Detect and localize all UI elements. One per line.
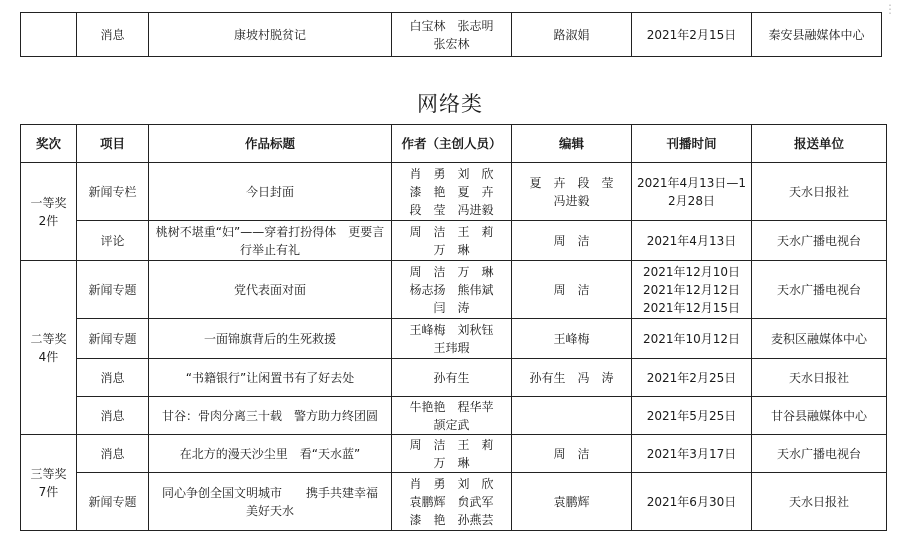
authors-cell: 肖 勇 刘 欣 袁鹏辉 贠武军 漆 艳 孙燕芸 bbox=[392, 473, 512, 531]
title-cell: 今日封面 bbox=[149, 163, 392, 221]
unit-cell: 天水广播电视台 bbox=[752, 435, 887, 473]
table-row bbox=[21, 397, 887, 435]
header-row bbox=[21, 125, 887, 163]
authors-cell: 周 洁 万 琳 杨志扬 熊伟斌 闫 涛 bbox=[392, 261, 512, 319]
authors-cell: 周 洁 王 莉 万 琳 bbox=[392, 435, 512, 473]
authors-cell: 肖 勇 刘 欣 漆 艳 夏 卉 段 莹 冯进毅 bbox=[392, 163, 512, 221]
table-row bbox=[21, 359, 887, 397]
title-cell: “书籍银行”让闲置书有了好去处 bbox=[149, 359, 392, 397]
header-editors: 编辑 bbox=[512, 125, 632, 163]
header-award: 奖次 bbox=[21, 125, 77, 163]
unit-cell: 天水广播电视台 bbox=[752, 221, 887, 261]
date-cell: 2021年2月15日 bbox=[632, 13, 752, 57]
title-cell: 甘谷：骨肉分离三十载 警方助力终团圆 bbox=[149, 397, 392, 435]
title-cell: 党代表面对面 bbox=[149, 261, 392, 319]
title-cell: 在北方的漫天沙尘里 看“天水蓝” bbox=[149, 435, 392, 473]
unit-cell: 麦积区融媒体中心 bbox=[752, 319, 887, 359]
title-cell: 康坡村脱贫记 bbox=[149, 13, 392, 57]
award-cell bbox=[21, 13, 77, 57]
unit-cell: 天水日报社 bbox=[752, 163, 887, 221]
editors-cell: 路淑娟 bbox=[512, 13, 632, 57]
item-cell: 消息 bbox=[77, 435, 149, 473]
item-cell: 消息 bbox=[77, 397, 149, 435]
item-cell: 新闻专题 bbox=[77, 473, 149, 531]
unit-cell: 甘谷县融媒体中心 bbox=[752, 397, 887, 435]
title-cell: 同心争创全国文明城市 携手共建幸福 美好天水 bbox=[149, 473, 392, 531]
date-cell: 2021年3月17日 bbox=[632, 435, 752, 473]
date-cell: 2021年4月13日—1 2月28日 bbox=[632, 163, 752, 221]
item-cell: 新闻专题 bbox=[77, 319, 149, 359]
title-cell: 一面锦旗背后的生死救援 bbox=[149, 319, 392, 359]
editors-cell: 袁鹏辉 bbox=[512, 473, 632, 531]
editors-cell: 周 洁 bbox=[512, 221, 632, 261]
award-cell: 三等奖 7件 bbox=[21, 435, 77, 531]
table-row bbox=[21, 261, 887, 319]
unit-cell: 天水日报社 bbox=[752, 473, 887, 531]
date-cell: 2021年10月12日 bbox=[632, 319, 752, 359]
date-cell: 2021年4月13日 bbox=[632, 221, 752, 261]
unit-cell: 天水日报社 bbox=[752, 359, 887, 397]
item-cell: 新闻专栏 bbox=[77, 163, 149, 221]
header-unit: 报送单位 bbox=[752, 125, 887, 163]
editors-cell: 周 洁 bbox=[512, 435, 632, 473]
award-cell: 一等奖 2件 bbox=[21, 163, 77, 261]
authors-cell: 王峰梅 刘秋钰 王玮瑕 bbox=[392, 319, 512, 359]
date-cell: 2021年6月30日 bbox=[632, 473, 752, 531]
editors-cell bbox=[512, 397, 632, 435]
unit-cell: 秦安县融媒体中心 bbox=[752, 13, 882, 57]
table-row bbox=[21, 319, 887, 359]
title-cell: 桃树不堪重“妇”——穿着打扮得体 更要言 行举止有礼 bbox=[149, 221, 392, 261]
corner-mark: ⋮ bbox=[884, 2, 896, 16]
print-table-tail bbox=[20, 12, 882, 57]
award-cell: 二等奖 4件 bbox=[21, 261, 77, 435]
table-row bbox=[21, 221, 887, 261]
header-item: 项目 bbox=[77, 125, 149, 163]
header-title: 作品标题 bbox=[149, 125, 392, 163]
authors-cell: 牛艳艳 程华苹 颉定武 bbox=[392, 397, 512, 435]
date-cell: 2021年5月25日 bbox=[632, 397, 752, 435]
table-row bbox=[21, 163, 887, 221]
item-cell: 消息 bbox=[77, 359, 149, 397]
item-cell: 消息 bbox=[77, 13, 149, 57]
item-cell: 新闻专题 bbox=[77, 261, 149, 319]
table-row bbox=[21, 13, 882, 57]
header-authors: 作者（主创人员） bbox=[392, 125, 512, 163]
editors-cell: 孙有生 冯 涛 bbox=[512, 359, 632, 397]
authors-cell: 孙有生 bbox=[392, 359, 512, 397]
authors-cell: 白宝林 张志明 张宏林 bbox=[392, 13, 512, 57]
editors-cell: 王峰梅 bbox=[512, 319, 632, 359]
table-row bbox=[21, 473, 887, 531]
unit-cell: 天水广播电视台 bbox=[752, 261, 887, 319]
editors-cell: 周 洁 bbox=[512, 261, 632, 319]
section-title: 网络类 bbox=[417, 92, 483, 116]
item-cell: 评论 bbox=[77, 221, 149, 261]
network-award-table bbox=[20, 124, 887, 531]
date-cell: 2021年12月10日 2021年12月12日 2021年12月15日 bbox=[632, 261, 752, 319]
date-cell: 2021年2月25日 bbox=[632, 359, 752, 397]
table-row bbox=[21, 435, 887, 473]
header-date: 刊播时间 bbox=[632, 125, 752, 163]
editors-cell: 夏 卉 段 莹 冯进毅 bbox=[512, 163, 632, 221]
authors-cell: 周 洁 王 莉 万 琳 bbox=[392, 221, 512, 261]
